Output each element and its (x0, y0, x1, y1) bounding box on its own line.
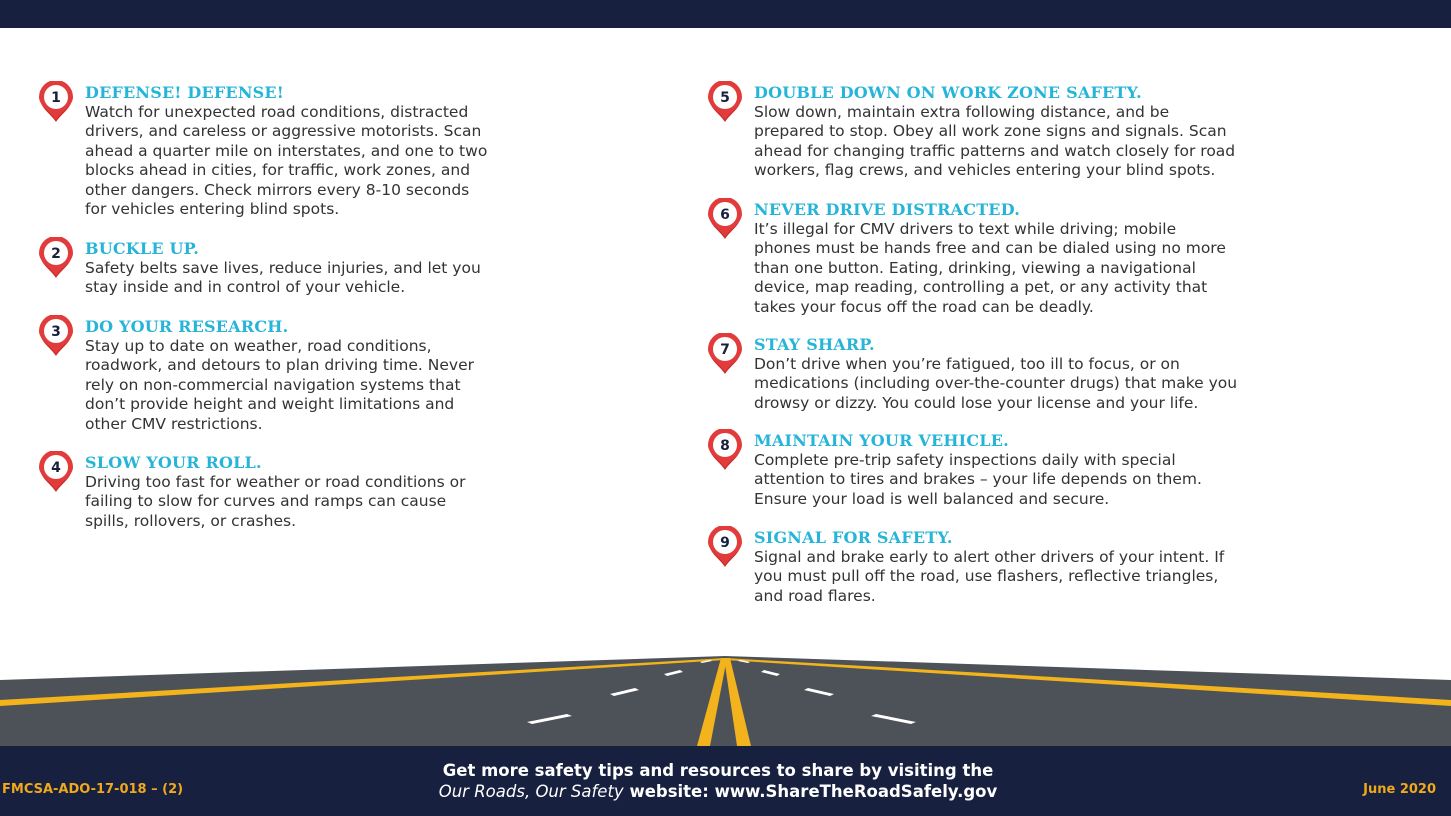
tip-6 (706, 199, 1406, 334)
tip-title: DO YOUR RESEARCH. (85, 317, 289, 336)
footer-line-2-mid: website: (623, 782, 715, 801)
pin-shape (706, 198, 744, 240)
tip-line: medications (including over-the-counter drugs) that make you (754, 374, 1238, 393)
tip-line: ahead a quarter mile on interstates, and one to two (85, 141, 488, 160)
tip-line: and road flares. (754, 586, 876, 605)
footer (0, 746, 1451, 816)
tip-body (754, 548, 1406, 606)
pin-number: 9 (720, 535, 730, 551)
tip-line: phones must be hands free and can be dialed using no more (754, 239, 1226, 258)
tip-line: other dangers. Check mirrors every 8-10 seconds (85, 180, 470, 199)
road-graphic (0, 650, 1451, 746)
publication-date: June 2020 (1363, 782, 1436, 797)
tip-line: for vehicles entering blind spots. (85, 200, 340, 219)
tip-body (85, 259, 647, 298)
tip-body (754, 220, 1406, 317)
tip-7 (706, 334, 1406, 430)
map-pin-icon (706, 333, 744, 375)
tip-body (85, 103, 647, 219)
pin-number: 4 (51, 460, 61, 476)
tip-line: you must pull off the road, use flashers, reflective triangles, (754, 567, 1219, 586)
site-name: Our Roads, Our Safety (438, 782, 624, 801)
pin-shape (706, 333, 744, 375)
tip-title: STAY SHARP. (754, 335, 875, 354)
map-pin-icon (706, 429, 744, 471)
pin-shape (706, 429, 744, 471)
pin-shape (37, 451, 75, 493)
pin-number: 8 (720, 438, 730, 454)
pin-shape (706, 526, 744, 568)
tip-2 (37, 238, 647, 316)
tip-line: Safety belts save lives, reduce injuries, and let you (85, 259, 481, 277)
tip-line: It’s illegal for CMV drivers to text while driving; mobile (754, 220, 1177, 238)
tip-line: rely on non-commercial navigation systems that (85, 375, 461, 394)
tip-title: DEFENSE! DEFENSE! (85, 83, 285, 102)
tip-line: Complete pre-trip safety inspections daily with special (754, 451, 1176, 469)
tip-1 (37, 82, 647, 238)
pin-shape (37, 81, 75, 123)
tip-body (754, 103, 1406, 181)
pin-shape (706, 81, 744, 123)
footer-line-2 (300, 781, 1136, 802)
tip-4 (37, 452, 647, 532)
map-pin-icon (37, 237, 75, 279)
tip-body (85, 337, 647, 434)
tip-line: takes your focus off the road can be deadly. (754, 297, 1094, 316)
tip-title: BUCKLE UP. (85, 239, 200, 258)
pin-number: 3 (51, 324, 61, 340)
tip-line: drowsy or dizzy. You could lose your license and your life. (754, 393, 1199, 412)
tip-5 (706, 82, 1406, 199)
tip-line: device, map reading, controlling a pet, or any activity that (754, 278, 1208, 297)
tip-line: don’t provide height and weight limitations and (85, 395, 455, 414)
tip-body (754, 355, 1406, 413)
map-pin-icon (37, 315, 75, 357)
tip-line: other CMV restrictions. (85, 414, 263, 433)
tip-line: Signal and brake early to alert other drivers of your intent. If (754, 548, 1225, 566)
tip-8 (706, 430, 1406, 527)
tip-line: failing to slow for curves and ramps can cause (85, 492, 447, 511)
road-illustration (0, 650, 1451, 746)
pin-number: 5 (720, 90, 730, 106)
tip-title: SIGNAL FOR SAFETY. (754, 528, 953, 547)
footer-message (300, 760, 1136, 802)
tip-body (754, 451, 1406, 509)
tip-line: spills, rollovers, or crashes. (85, 511, 296, 530)
tip-line: Stay up to date on weather, road conditions, (85, 337, 432, 355)
tip-body (85, 473, 647, 531)
tip-title: NEVER DRIVE DISTRACTED. (754, 200, 1020, 219)
map-pin-icon (706, 81, 744, 123)
footer-line-1: Get more safety tips and resources to share by visiting the (442, 761, 994, 780)
tip-title: DOUBLE DOWN ON WORK ZONE SAFETY. (754, 83, 1142, 102)
tip-line: Watch for unexpected road conditions, distracted (85, 103, 469, 121)
pin-shape (37, 315, 75, 357)
tip-9 (706, 527, 1406, 607)
website-link[interactable]: www.ShareTheRoadSafely.gov (714, 782, 998, 801)
map-pin-icon (37, 451, 75, 493)
tip-3 (37, 316, 647, 452)
tip-line: stay inside and in control of your vehicle. (85, 278, 406, 297)
tip-line: Ensure your load is well balanced and secure. (754, 489, 1110, 508)
pin-number: 1 (51, 90, 61, 106)
tip-line: prepared to stop. Obey all work zone signs and signals. Scan (754, 122, 1227, 141)
pin-number: 7 (720, 342, 730, 358)
tip-line: workers, flag crews, and vehicles entering your blind spots. (754, 161, 1216, 180)
tip-line: blocks ahead in cities, for traffic, work zones, and (85, 161, 471, 180)
pin-number: 2 (51, 246, 61, 262)
tip-line: ahead for changing traffic patterns and watch closely for road (754, 141, 1236, 160)
document-code: FMCSA-ADO-17-018 – (2) (2, 782, 184, 797)
pin-shape (37, 237, 75, 279)
tip-line: than one button. Eating, drinking, viewing a navigational (754, 258, 1196, 277)
tip-line: Driving too fast for weather or road conditions or (85, 473, 466, 491)
tips-column-right (706, 82, 1406, 607)
tips-column-left (37, 82, 647, 532)
tip-line: Slow down, maintain extra following distance, and be (754, 103, 1170, 121)
tip-line: Don’t drive when you’re fatigued, too ill to focus, or on (754, 355, 1180, 373)
top-banner (0, 0, 1451, 28)
map-pin-icon (37, 81, 75, 123)
tip-line: drivers, and careless or aggressive motorists. Scan (85, 122, 482, 141)
map-pin-icon (706, 198, 744, 240)
tip-title: MAINTAIN YOUR VEHICLE. (754, 431, 1009, 450)
road-surface (0, 656, 1451, 746)
tip-line: attention to tires and brakes – your life depends on them. (754, 470, 1202, 489)
tip-title: SLOW YOUR ROLL. (85, 453, 262, 472)
map-pin-icon (706, 526, 744, 568)
pin-number: 6 (720, 207, 730, 223)
tip-line: roadwork, and detours to plan driving time. Never (85, 356, 474, 375)
